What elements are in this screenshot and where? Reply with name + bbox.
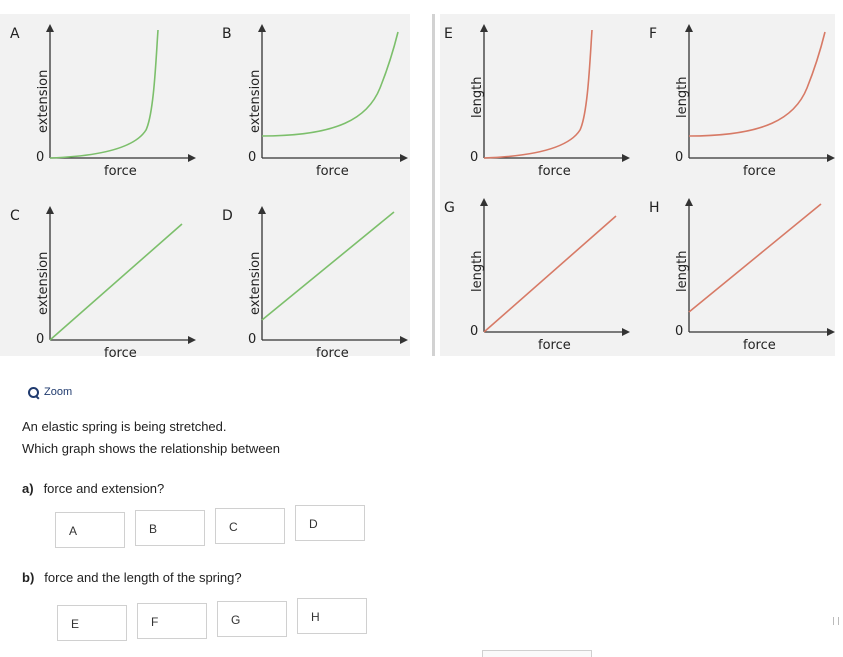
graph-curve [484,216,616,332]
zoom-button[interactable] [28,386,72,398]
y-axis-label: length [675,250,690,292]
origin-label: 0 [36,332,45,347]
answer-option-g[interactable] [217,601,287,637]
graph-letter: G [444,200,455,216]
y-axis-label: extension [248,69,263,133]
origin-label: 0 [248,332,257,347]
part-a-prompt [22,481,164,496]
zoom-label: Zoom [44,386,73,398]
graph-letter: D [222,208,233,224]
graph-c [6,200,206,370]
graph-curve [50,30,158,158]
x-axis-arrow [400,336,408,344]
x-axis-label: force [538,338,571,353]
x-axis-arrow [827,154,835,162]
origin-label: 0 [675,150,684,165]
y-axis-arrow [480,198,488,206]
y-axis-arrow [258,24,266,32]
answer-option-label: D [309,517,318,531]
x-axis-arrow [188,154,196,162]
y-axis-label: length [675,76,690,118]
panel-divider [432,14,435,356]
graph-curve [689,32,825,136]
x-axis-arrow [400,154,408,162]
y-axis-arrow [685,198,693,206]
answer-option-f[interactable] [137,603,207,639]
y-axis-label: extension [36,69,51,133]
answer-option-b[interactable] [135,510,205,546]
y-axis-arrow [480,24,488,32]
answer-option-d[interactable] [295,505,365,541]
x-axis-label: force [316,164,349,179]
y-axis-label: length [470,76,485,118]
question-line-2: Which graph shows the relationship between [22,441,280,456]
answer-option-c[interactable] [215,508,285,544]
origin-label: 0 [36,150,45,165]
part-b-label: b) [22,570,35,585]
y-axis-arrow [46,24,54,32]
graph-a [6,18,206,188]
y-axis-label: extension [36,251,51,315]
graph-letter: E [444,26,453,42]
part-a-label: a) [22,481,34,496]
x-axis-arrow [827,328,835,336]
y-axis-arrow [685,24,693,32]
origin-label: 0 [470,324,479,339]
x-axis-arrow [622,328,630,336]
answer-option-a[interactable] [55,512,125,548]
graph-d [218,200,418,370]
graph-e [440,18,640,188]
x-axis-label: force [743,338,776,353]
graph-g [440,192,640,362]
answer-option-label: H [311,610,320,624]
answer-option-label: F [151,615,159,629]
graph-curve [262,212,394,320]
graph-curve [262,32,398,136]
x-axis-arrow [188,336,196,344]
x-axis-label: force [538,164,571,179]
answer-option-label: B [149,522,158,536]
x-axis-label: force [743,164,776,179]
answer-option-label: C [229,520,238,534]
graph-h [645,192,843,362]
y-axis-arrow [46,206,54,214]
x-axis-label: force [316,346,349,361]
magnifier-icon [28,387,39,398]
graph-letter: H [649,200,660,216]
y-axis-label: extension [248,251,263,315]
answer-option-e[interactable] [57,605,127,641]
answer-option-label: E [71,617,80,631]
resize-grip-icon [833,617,839,625]
origin-label: 0 [675,324,684,339]
x-axis-arrow [622,154,630,162]
answer-option-h[interactable] [297,598,367,634]
graph-letter: C [10,208,20,224]
x-axis-label: force [104,346,137,361]
graph-letter: B [222,26,232,42]
graph-letter: A [10,26,20,42]
answer-option-label: G [231,613,241,627]
part-b-text: force and the length of the spring? [44,570,242,585]
graph-f [645,18,843,188]
part-b-prompt [22,570,242,585]
graph-curve [484,30,592,158]
answer-option-label: A [69,524,78,538]
y-axis-label: length [470,250,485,292]
graph-curve [689,204,821,312]
graph-b [218,18,418,188]
question-line-1: An elastic spring is being stretched. [22,419,227,434]
origin-label: 0 [248,150,257,165]
origin-label: 0 [470,150,479,165]
graph-letter: F [649,26,658,42]
graph-curve [50,224,182,340]
part-a-text: force and extension? [43,481,165,496]
x-axis-label: force [104,164,137,179]
y-axis-arrow [258,206,266,214]
